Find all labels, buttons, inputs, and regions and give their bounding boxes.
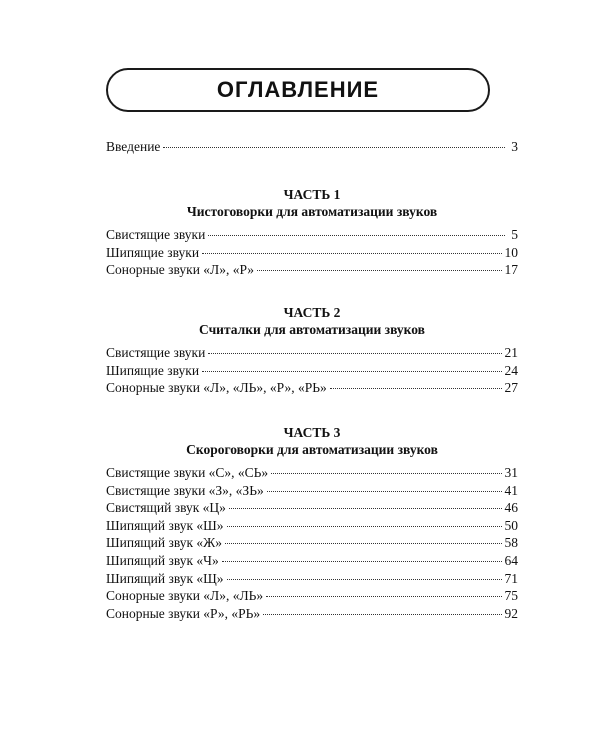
toc-entry[interactable] <box>106 605 518 623</box>
dot-leader <box>202 371 501 372</box>
dot-leader <box>208 235 505 236</box>
toc-entry-page: 41 <box>504 482 518 498</box>
toc-entry[interactable] <box>106 570 518 588</box>
toc-entry-label: Сонорные звуки «Л», «ЛЬ», «Р», «РЬ» <box>106 380 327 396</box>
toc-entry-page: 58 <box>504 535 518 551</box>
toc-entry-label: Введение <box>106 139 161 154</box>
toc-entry-page: 10 <box>504 244 518 260</box>
dot-leader <box>163 147 505 148</box>
toc-entry-label: Сонорные звуки «Р», «РЬ» <box>106 605 261 621</box>
toc-entry-page: 24 <box>504 362 518 378</box>
toc-entry-page: 5 <box>511 227 518 242</box>
page-title: ОГЛАВЛЕНИЕ <box>216 77 380 102</box>
toc-part-2 <box>106 304 518 397</box>
toc-entry-label: Шипящий звук «Ш» <box>106 517 224 533</box>
toc-entry-label: Сонорные звуки «Л», «ЛЬ» <box>106 588 264 604</box>
toc-entry-page: 75 <box>504 588 518 604</box>
part-heading: ЧАСТЬ 2 <box>283 305 341 320</box>
dot-leader <box>330 388 502 389</box>
toc-entry-label: Свистящие звуки «С», «СЬ» <box>106 465 269 480</box>
toc-part-1 <box>106 186 518 279</box>
part-subtitle: Считалки для автоматизации звуков <box>199 322 425 337</box>
toc-entry-label: Шипящий звук «Щ» <box>106 570 224 586</box>
dot-leader <box>267 491 502 492</box>
dot-leader <box>263 614 501 615</box>
toc-entry-page: 31 <box>504 465 518 480</box>
toc-entry[interactable] <box>106 226 518 244</box>
dot-leader <box>257 270 501 271</box>
toc-entry-label: Шипящие звуки <box>106 244 200 260</box>
toc-entry[interactable] <box>106 482 518 500</box>
dot-leader <box>227 526 502 527</box>
toc-part-3 <box>106 424 518 622</box>
toc-entry-page: 17 <box>504 262 518 278</box>
toc-entry-label: Сонорные звуки «Л», «Р» <box>106 262 255 278</box>
toc-entry-label: Свистящие звуки «З», «ЗЬ» <box>106 482 264 498</box>
toc-entry[interactable] <box>106 344 518 362</box>
toc-entry-page: 64 <box>504 552 518 568</box>
dot-leader <box>225 543 501 544</box>
toc-entry-label: Свистящие звуки <box>106 227 206 242</box>
dot-leader <box>202 253 501 254</box>
dot-leader <box>271 473 501 474</box>
toc-entry[interactable] <box>106 517 518 535</box>
toc-entry-label: Свистящий звук «Ц» <box>106 500 226 516</box>
toc-entry-page: 92 <box>504 605 518 621</box>
toc-entry-page: 50 <box>504 517 518 533</box>
toc-entry-page: 71 <box>504 570 518 586</box>
part-subtitle: Скороговорки для автоматизации звуков <box>186 442 438 457</box>
toc-entry[interactable] <box>106 362 518 380</box>
toc-entry-label: Шипящий звук «Ч» <box>106 552 219 568</box>
dot-leader <box>227 579 502 580</box>
toc-entry[interactable] <box>106 587 518 605</box>
toc-entry-page: 27 <box>504 380 518 396</box>
title-frame <box>106 68 490 112</box>
part-subtitle: Чистоговорки для автоматизации звуков <box>186 204 438 219</box>
toc-entry-page: 3 <box>511 139 518 154</box>
dot-leader <box>266 596 501 597</box>
toc-entry[interactable] <box>106 499 518 517</box>
toc-entry-label: Шипящие звуки <box>106 362 200 378</box>
toc-entry[interactable] <box>106 464 518 482</box>
toc-entry[interactable] <box>106 244 518 262</box>
toc-entry[interactable] <box>106 379 518 397</box>
toc-entry-page: 46 <box>504 500 518 516</box>
toc-entry-page: 21 <box>504 345 518 360</box>
dot-leader <box>222 561 502 562</box>
dot-leader <box>229 508 502 509</box>
dot-leader <box>208 353 501 354</box>
toc-entry[interactable] <box>106 261 518 279</box>
toc-intro <box>106 138 518 156</box>
toc-entry[interactable] <box>106 534 518 552</box>
part-heading: ЧАСТЬ 1 <box>283 187 341 202</box>
toc-entry-label: Свистящие звуки <box>106 345 206 360</box>
toc-entry-label: Шипящий звук «Ж» <box>106 535 223 551</box>
toc-entry[interactable] <box>106 138 518 156</box>
toc-entry[interactable] <box>106 552 518 570</box>
part-heading: ЧАСТЬ 3 <box>283 425 341 440</box>
